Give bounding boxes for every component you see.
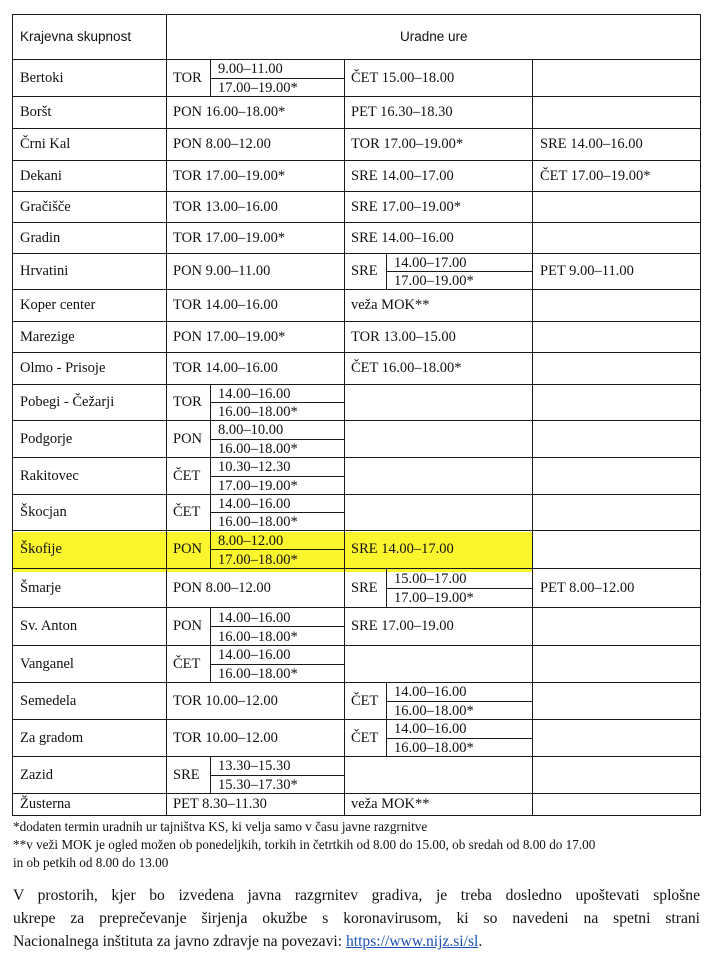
footnote-line: in ob petkih od 8.00 do 13.00: [13, 855, 169, 870]
column-divider-3: [532, 321, 533, 352]
time-slot: 14.00–16.00: [394, 684, 467, 701]
office-hours-slot: ČET 17.00–19.00*: [540, 167, 651, 184]
table-right-border: [700, 14, 701, 816]
row-divider: [12, 160, 701, 161]
time-split-divider: [210, 775, 344, 776]
column-divider-2: [344, 756, 345, 793]
row-divider: [12, 253, 701, 254]
column-divider-3: [532, 793, 533, 815]
day-label: ČET: [173, 467, 201, 484]
time-slot: 8.00–12.00: [218, 532, 284, 549]
time-slot: 9.00–11.00: [218, 61, 283, 78]
time-slot: 14.00–16.00: [218, 609, 291, 626]
office-hours-slot: PET 8.00–12.00: [540, 579, 635, 596]
office-hours-slot: ČET 16.00–18.00*: [351, 360, 462, 376]
office-hours-slot: SRE 14.00–16.00: [540, 136, 643, 152]
community-name: Zazid: [20, 766, 54, 783]
column-divider-3: [532, 59, 533, 96]
column-divider-3: [532, 607, 533, 645]
time-slot: 16.00–18.00*: [218, 514, 298, 530]
time-slot: 17.00–19.00*: [394, 273, 474, 289]
column-divider-3: [532, 352, 533, 384]
office-hours-slot: PON 8.00–12.00: [173, 136, 271, 152]
row-divider: [12, 321, 701, 322]
community-name: Rakitovec: [20, 467, 79, 484]
time-slot: 16.00–18.00*: [394, 702, 474, 719]
column-divider-3: [532, 530, 533, 568]
day-label: ČET: [173, 655, 201, 672]
time-slot: 16.00–18.00*: [394, 739, 474, 756]
paragraph-tail: .: [478, 933, 483, 950]
row-divider: [12, 289, 701, 290]
column-divider-2: [344, 682, 345, 719]
row-divider: [12, 222, 701, 223]
office-hours-slot: PET 16.30–18.30: [351, 104, 453, 120]
column-divider-2: [344, 253, 345, 289]
paragraph-text: Nacionalnega inštituta za javno zdravje na povezavi:: [13, 933, 346, 950]
column-divider-2: [344, 530, 345, 568]
time-split-divider: [210, 512, 344, 513]
time-slot: 15.30–17.30*: [218, 776, 298, 793]
table-left-border: [12, 14, 13, 816]
office-hours-slot: TOR 13.00–15.00: [351, 328, 456, 345]
column-divider-3: [532, 222, 533, 253]
community-name: Dekani: [20, 167, 62, 184]
time-split-divider: [210, 476, 344, 477]
column-divider-3: [532, 756, 533, 793]
time-slot: 16.00–18.00*: [218, 628, 298, 645]
community-name: Olmo - Prisoje: [20, 360, 106, 376]
day-label: TOR: [173, 394, 202, 410]
community-name: Gračišče: [20, 198, 71, 215]
office-hours-slot: SRE 14.00–17.00: [351, 167, 454, 184]
column-divider-3: [532, 253, 533, 289]
time-slot: 14.00–17.00: [394, 255, 467, 271]
office-hours-slot: TOR 13.00–16.00: [173, 198, 278, 215]
day-label: SRE: [173, 766, 200, 783]
column-divider-3: [532, 645, 533, 682]
time-split-divider: [210, 664, 344, 665]
time-slot: 15.00–17.00: [394, 570, 467, 587]
time-slot: 14.00–16.00: [394, 721, 467, 738]
column-divider-3: [532, 457, 533, 494]
column-divider-3: [532, 128, 533, 160]
row-divider: [12, 793, 701, 794]
footnote-line: **v veži MOK je ogled možen ob ponedeljkih, torkih in četrtkih od 8.00 do 15.00, ob sredah od 8.00 do 17.00: [13, 837, 596, 852]
time-slot: 17.00–18.00*: [218, 551, 298, 568]
community-name: Semedela: [20, 692, 77, 709]
office-hours-slot: PET 8.30–11.30: [173, 796, 267, 812]
row-divider: [12, 530, 701, 531]
community-name: Marezige: [20, 328, 75, 345]
community-name: Hrvatini: [20, 263, 69, 279]
column-divider-2: [344, 160, 345, 191]
time-slot: 17.00–19.00*: [218, 79, 298, 96]
time-split-divider: [210, 78, 344, 79]
time-split-divider: [210, 549, 344, 550]
time-slot: 10.30–12.30: [218, 459, 291, 476]
community-name: Boršt: [20, 104, 52, 120]
column-divider-3: [532, 96, 533, 128]
community-name: Škocjan: [20, 504, 67, 520]
office-hours-slot: SRE 17.00–19.00*: [351, 198, 461, 215]
time-split-divider: [386, 701, 532, 702]
time-slot: 16.00–18.00*: [218, 404, 298, 420]
office-hours-slot: PON 9.00–11.00: [173, 263, 271, 279]
column-divider-2: [344, 59, 345, 96]
row-divider: [12, 384, 701, 385]
column-divider-1: [166, 14, 167, 816]
column-divider-2: [344, 321, 345, 352]
office-hours-slot: TOR 17.00–19.00*: [173, 229, 286, 246]
column-divider-2: [344, 420, 345, 457]
time-slot: 13.30–15.30: [218, 758, 291, 775]
day-label: ČET: [173, 504, 201, 520]
community-name: Podgorje: [20, 430, 73, 447]
office-hours-slot: TOR 17.00–19.00*: [173, 167, 286, 184]
column-header-community: Krajevna skupnost: [20, 28, 132, 44]
community-name: Bertoki: [20, 69, 64, 86]
office-hours-slot: TOR 17.00–19.00*: [351, 136, 464, 152]
column-divider-3: [532, 420, 533, 457]
community-name: Škofije: [20, 541, 62, 557]
nijz-link[interactable]: https://www.nijz.si/sl: [345, 933, 479, 950]
column-divider-3: [532, 160, 533, 191]
day-label: PON: [173, 430, 203, 447]
office-hours-slot: TOR 14.00–16.00: [173, 297, 278, 313]
community-name: Koper center: [20, 297, 96, 313]
time-split-divider: [210, 402, 344, 403]
row-divider: [12, 682, 701, 683]
day-label: ČET: [351, 692, 379, 709]
row-divider: [12, 96, 701, 97]
time-slot: 14.00–16.00: [218, 647, 291, 664]
column-divider-3: [532, 719, 533, 756]
paragraph-text: V prostorih, kjer bo izvedena javna razgrnitev gradiva, je treba dosledno upoštevati splošne: [13, 887, 700, 904]
row-divider: [12, 756, 701, 757]
column-divider-3: [532, 384, 533, 420]
paragraph-text: ukrepe za preprečevanje širjenja okužbe s koronavirusom, ki so navedeni na spetni strani: [13, 910, 700, 927]
column-divider-2: [344, 457, 345, 494]
office-hours-slot: PON 17.00–19.00*: [173, 328, 286, 345]
office-hours-slot: veža MOK**: [351, 796, 430, 812]
column-divider-3: [532, 191, 533, 222]
office-hours-slot: SRE 14.00–16.00: [351, 229, 454, 246]
office-hours-slot: PON 16.00–18.00*: [173, 104, 286, 120]
time-split-divider: [386, 271, 532, 272]
column-divider-2: [344, 568, 345, 607]
table-top-border: [12, 14, 701, 15]
office-hours-slot: PON 8.00–12.00: [173, 579, 271, 596]
time-split-divider: [386, 588, 532, 589]
time-split-divider: [210, 626, 344, 627]
column-divider-2: [344, 645, 345, 682]
office-hours-slot: veža MOK**: [351, 297, 430, 313]
column-divider-2: [344, 607, 345, 645]
column-divider-2: [344, 96, 345, 128]
time-split-divider: [210, 439, 344, 440]
day-label: SRE: [351, 263, 378, 279]
time-slot: 16.00–18.00*: [218, 440, 298, 457]
column-divider-2: [344, 289, 345, 321]
column-divider-2: [344, 384, 345, 420]
row-divider: [12, 457, 701, 458]
paragraph-line: [13, 911, 700, 927]
row-divider: [12, 128, 701, 129]
time-slot: 14.00–16.00: [218, 496, 291, 512]
row-divider: [12, 645, 701, 646]
column-divider-3: [532, 568, 533, 607]
time-slot: 14.00–16.00: [218, 386, 291, 402]
column-divider-3: [532, 494, 533, 530]
column-divider-2: [344, 719, 345, 756]
paragraph-line: [13, 888, 700, 904]
office-hours-slot: TOR 10.00–12.00: [173, 692, 278, 709]
community-name: Žusterna: [20, 796, 71, 812]
day-label: PON: [173, 618, 203, 634]
community-name: Vanganel: [20, 655, 74, 672]
community-name: Sv. Anton: [20, 618, 78, 634]
office-hours-slot: ČET 15.00–18.00: [351, 69, 455, 86]
row-divider: [12, 719, 701, 720]
row-divider: [12, 191, 701, 192]
column-divider-2: [344, 352, 345, 384]
day-label: ČET: [351, 729, 379, 746]
community-name: Pobegi - Čežarji: [20, 394, 115, 410]
office-hours-slot: SRE 17.00–19.00: [351, 618, 454, 634]
row-divider: [12, 494, 701, 495]
day-label: PON: [173, 541, 203, 557]
office-hours-slot: SRE 14.00–17.00: [351, 541, 454, 557]
office-hours-slot: TOR 10.00–12.00: [173, 729, 278, 746]
row-divider: [12, 815, 701, 816]
column-divider-3: [532, 289, 533, 321]
header-bottom-border: [12, 59, 701, 60]
paragraph-line: [13, 934, 482, 950]
column-divider-2: [344, 494, 345, 530]
day-label: TOR: [173, 69, 202, 86]
day-label: SRE: [351, 579, 378, 596]
row-divider: [12, 352, 701, 353]
column-divider-2: [344, 191, 345, 222]
community-name: Črni Kal: [20, 136, 71, 152]
community-name: Šmarje: [20, 579, 62, 596]
footnote-line: *dodaten termin uradnih ur tajništva KS, ki velja samo v času javne razgrnitve: [13, 819, 428, 834]
time-slot: 17.00–19.00*: [218, 477, 298, 494]
column-divider-3: [532, 682, 533, 719]
column-divider-2: [344, 128, 345, 160]
row-divider: [12, 568, 701, 569]
time-slot: 17.00–19.00*: [394, 590, 474, 607]
column-divider-2: [344, 793, 345, 815]
community-name: Gradin: [20, 229, 61, 246]
time-slot: 8.00–10.00: [218, 422, 284, 439]
row-divider: [12, 420, 701, 421]
column-header-office-hours: Uradne ure: [400, 28, 468, 44]
office-hours-slot: PET 9.00–11.00: [540, 263, 634, 279]
column-divider-2: [344, 222, 345, 253]
office-hours-slot: TOR 14.00–16.00: [173, 360, 278, 376]
row-divider: [12, 607, 701, 608]
community-name: Za gradom: [20, 729, 84, 746]
time-slot: 16.00–18.00*: [218, 665, 298, 682]
time-split-divider: [386, 738, 532, 739]
